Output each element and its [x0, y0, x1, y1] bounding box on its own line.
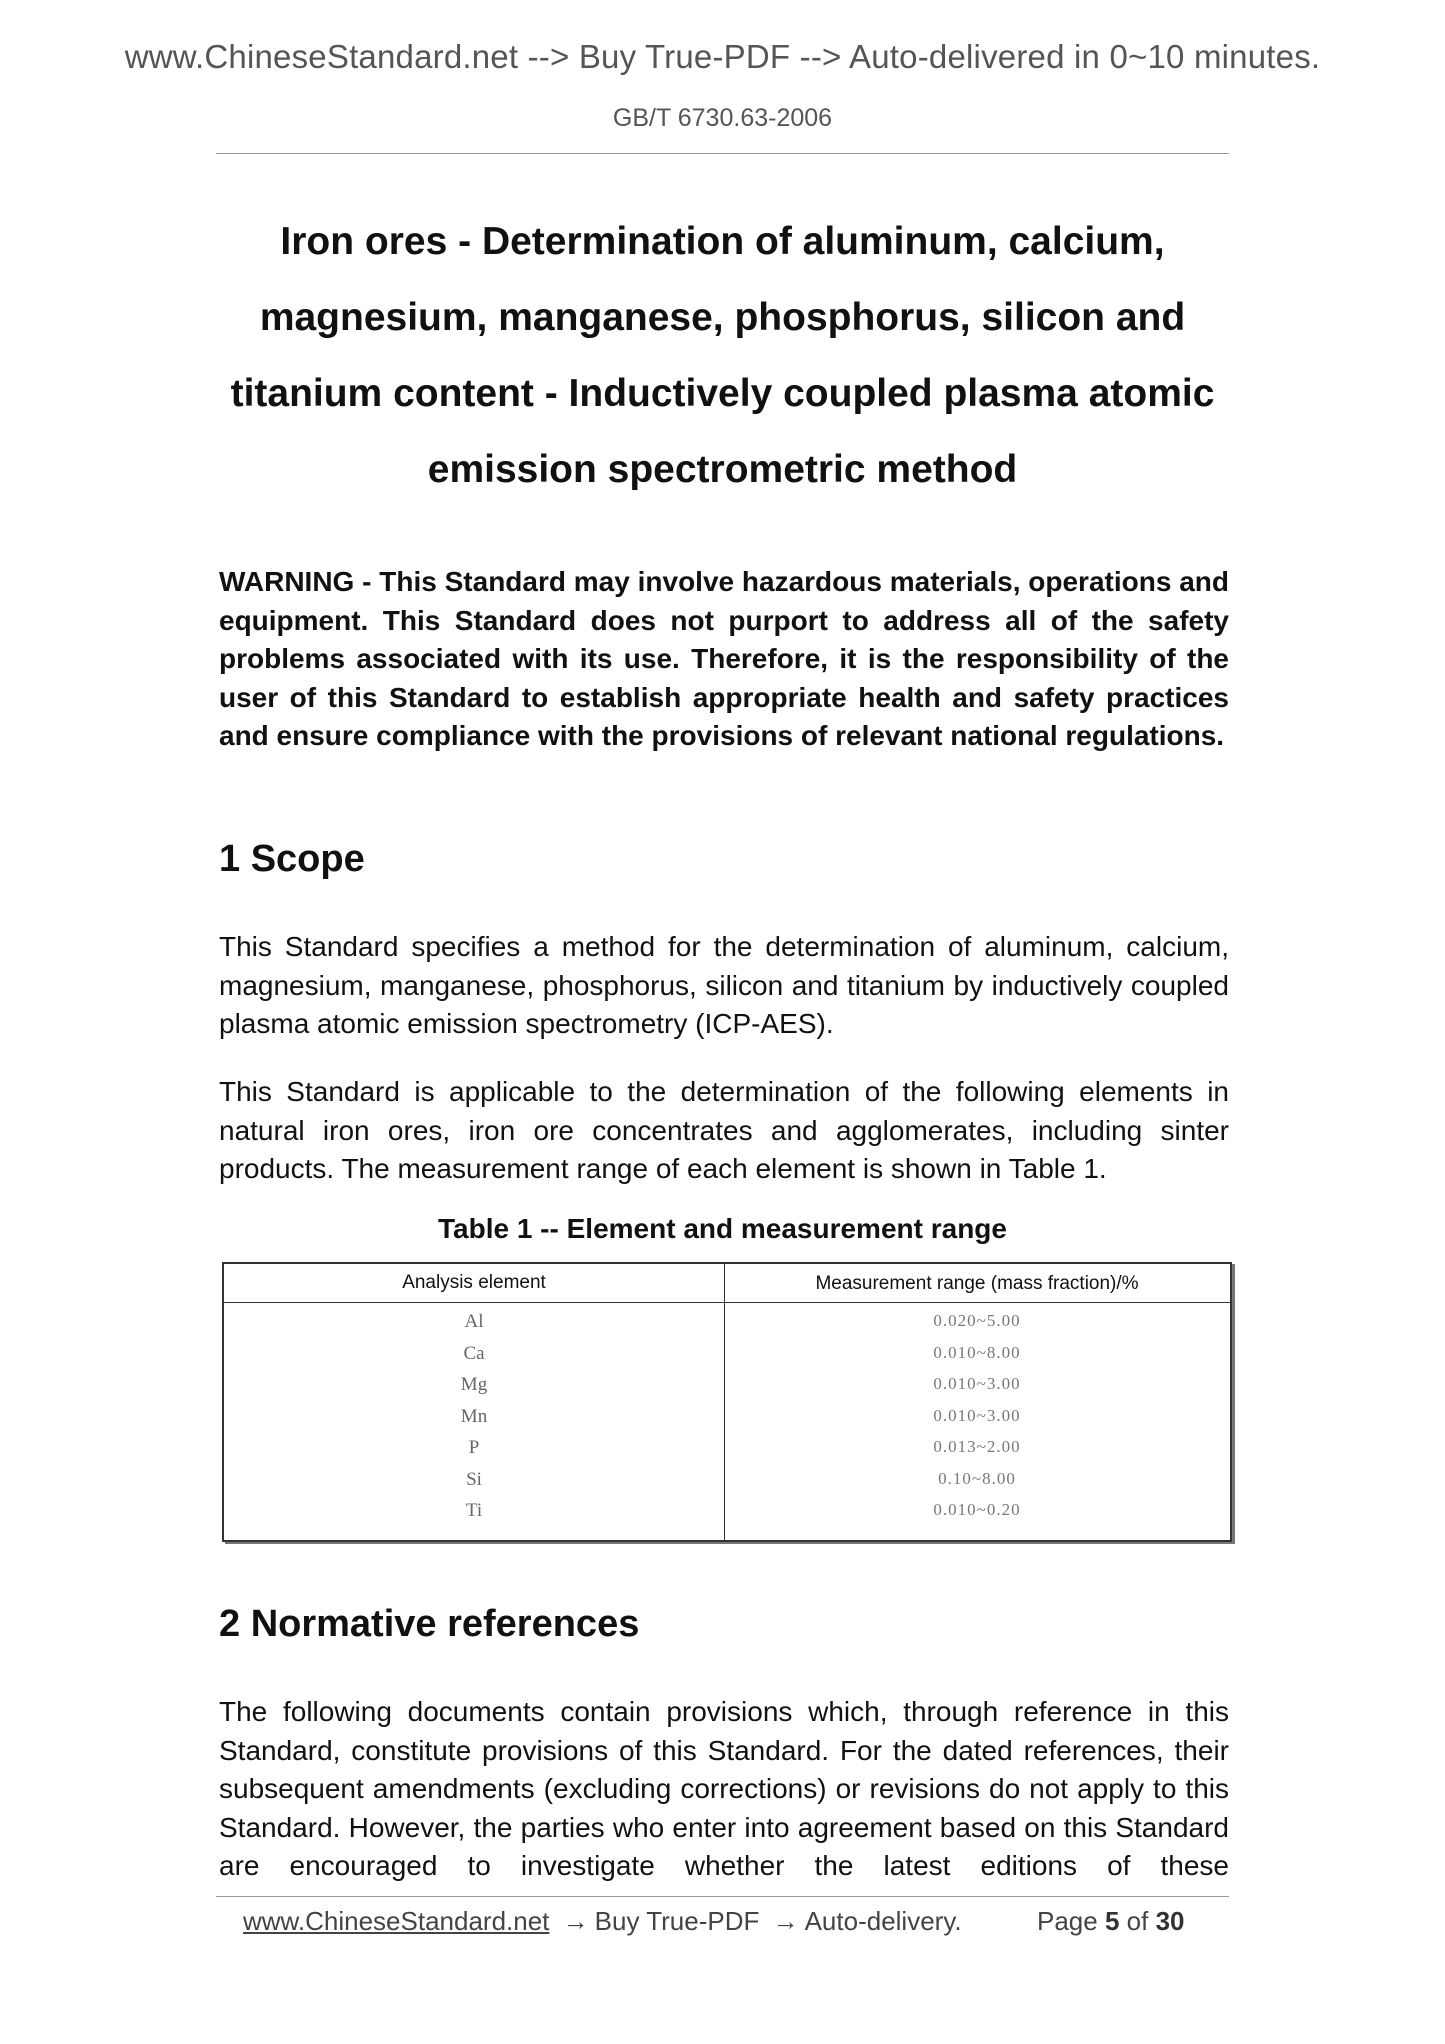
title-line: Iron ores - Determination of aluminum, calcium,: [280, 220, 1165, 263]
arrow-right-icon: →: [772, 1906, 799, 1936]
table-row: [224, 1469, 1230, 1501]
table-row: [224, 1374, 1230, 1406]
table-row: [224, 1500, 1230, 1532]
site-header: www.ChineseStandard.net --> Buy True-PDF --> Auto-delivered in 0~10 minutes.: [124, 38, 1321, 75]
page-label: Page: [1037, 1906, 1098, 1936]
page-number-indicator: [1037, 1906, 1185, 1937]
scope-paragraph-2: This Standard is applicable to the determination of the following elements in natural iron ores, iron ore concentrates and agglomerates, including sinter products. The measurement range of each element is shown in Table 1.: [219, 1076, 1229, 1184]
table-row: [224, 1343, 1230, 1375]
header-rule: [216, 153, 1229, 154]
table-header-row: [224, 1264, 1230, 1303]
footer-site-link[interactable]: www.ChineseStandard.net: [243, 1906, 550, 1936]
table-cell-element: Ti: [465, 1500, 483, 1521]
table-cell-range: 0.020~5.00: [933, 1311, 1021, 1330]
table-caption: Table 1 -- Element and measurement range: [438, 1213, 1007, 1244]
table-cell-element: Mg: [460, 1374, 488, 1395]
footer-rule: [216, 1896, 1229, 1897]
table-body: [224, 1311, 1230, 1532]
page-of-label: of: [1126, 1906, 1149, 1936]
title-line: emission spectrometric method: [427, 448, 1018, 491]
table-cell-range: 0.010~8.00: [933, 1342, 1021, 1362]
column-header-range: Measurement range (mass fraction)/%: [815, 1273, 1139, 1294]
document-title: [216, 204, 1229, 508]
standard-code: GB/T 6730.63-2006: [612, 104, 833, 132]
table-cell-range: 0.010~3.00: [933, 1405, 1021, 1425]
footer-promo: [243, 1906, 962, 1937]
normative-references-paragraph: The following documents contain provisions which, through reference in this Standard, constitute provisions of this Standard. For the dated references, their subsequent amendments (excluding corrections) or revisions do not apply to this Standard. However, the parties who enter into agreement based on this Standard are encouraged to investigate whether the latest editions of these: [219, 1696, 1229, 1881]
section-heading-normative-references: 2 Normative references: [219, 1603, 640, 1645]
footer-buy-text: Buy True-PDF: [594, 1906, 760, 1936]
table-cell-element: Ca: [463, 1342, 485, 1364]
page-current: 5: [1104, 1906, 1120, 1936]
title-line: titanium content - Inductively coupled plasma atomic: [230, 372, 1215, 415]
table-cell-range: 0.013~2.00: [933, 1437, 1021, 1456]
table-cell-range: 0.010~0.20: [933, 1500, 1021, 1519]
scope-paragraph-1: This Standard specifies a method for the determination of aluminum, calcium, magnesium, manganese, phosphorus, silicon and titanium by inductively coupled plasma atomic emission spectrometry (ICP-AES).: [219, 931, 1229, 1039]
table-cell-element: Si: [466, 1468, 482, 1490]
title-line: magnesium, manganese, phosphorus, silicon and: [259, 296, 1186, 339]
table-cell-element: Mn: [460, 1405, 488, 1427]
table-row: [224, 1437, 1230, 1469]
table-row: [224, 1406, 1230, 1438]
section-heading-scope: 1 Scope: [219, 838, 365, 880]
table-row: [224, 1311, 1230, 1343]
arrow-right-icon: →: [562, 1906, 589, 1936]
table-cell-range: 0.10~8.00: [938, 1468, 1016, 1488]
measurement-range-table: [222, 1262, 1232, 1542]
column-header-element: Analysis element: [402, 1272, 546, 1293]
table-cell-element: P: [468, 1437, 480, 1458]
table-cell-range: 0.010~3.00: [933, 1374, 1021, 1393]
page-total: 30: [1155, 1906, 1185, 1936]
footer-auto-text: Auto-delivery.: [804, 1906, 962, 1936]
warning-paragraph: WARNING - This Standard may involve hazardous materials, operations and equipment. This Standard does not purport to address all of the safety problems associated with its use. Therefore, it is the responsibility of the user of this Standard to establish appropriate health and safety practices and ensure compliance with the provisions of relevant national regulations.: [219, 566, 1229, 751]
table-cell-element: Al: [464, 1311, 484, 1332]
